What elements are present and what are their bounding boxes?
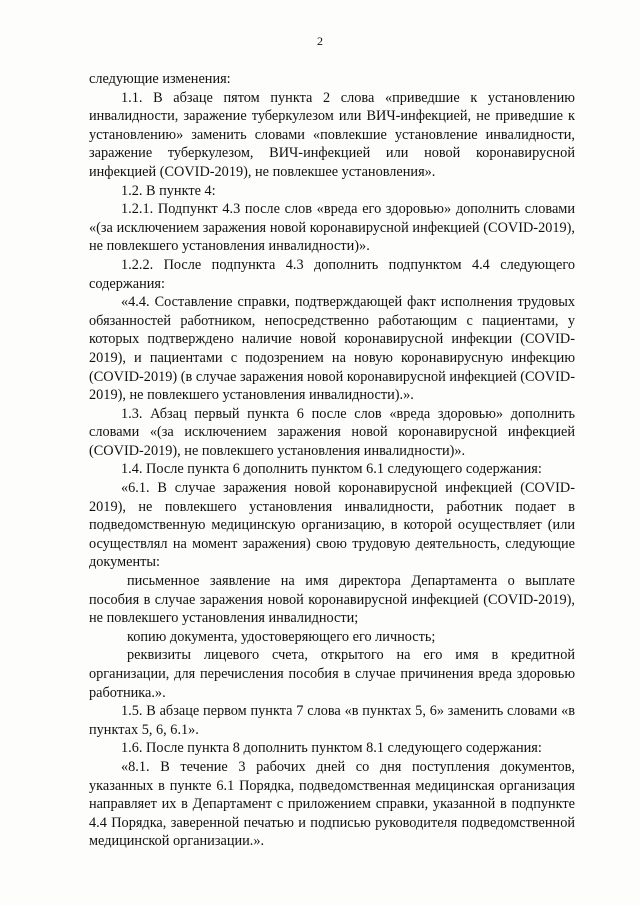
paragraph-8-1: «8.1. В течение 3 рабочих дней со дня поступления документов, указанных в пункте 6.1 Порядка, подведомственная медицинская организация направляет их в Департамент с приложением справки, указанной в подпункте 4.4 Порядка, заверенной печатью и подписью руководителя подведомственной медицинской организации.».	[89, 758, 575, 850]
paragraph-1-2-2: 1.2.2. После подпункта 4.3 дополнить подпунктом 4.4 следующего содержания:	[89, 256, 575, 292]
paragraph-id-copy: копию документа, удостоверяющего его личность;	[127, 628, 436, 645]
paragraph-1-2: 1.2. В пункте 4:	[121, 182, 216, 199]
paragraph-1-2-1: 1.2.1. Подпункт 4.3 после слов «вреда его здоровью» дополнить словами «(за исключением заражения новой коронавирусной инфекцией (COVID-2019), не повлекшего установления инвалидности)».	[89, 201, 575, 255]
paragraph-4-4: «4.4. Составление справки, подтверждающей факт исполнения трудовых обязанностей работником, непосредственно работающим с пациентами, у которых подтверждено наличие новой коронавирусной инфекции (COVID-2019), и пациентами с подозрением на новую коронавирусную инфекцию (COVID-2019) (в случае заражения новой коронавирусной инфекцией (COVID-2019), не повлекшего установления инвалидности).».	[89, 294, 575, 404]
paragraph-1-6: 1.6. После пункта 8 дополнить пунктом 8.1 следующего содержания:	[121, 740, 542, 757]
document-body	[89, 70, 575, 851]
page-number: 2	[317, 34, 323, 48]
paragraph-1-1: 1.1. В абзаце пятом пункта 2 слова «приведшие к установлению инвалидности, заражение туберкулезом или ВИЧ-инфекцией, не приведшие к установлению» заменить словами «повлекшие установление инвалидности, заражение туберкулезом, ВИЧ-инфекцией или новой коронавирусной инфекцией (COVID-2019), не повлекшее установления».	[89, 89, 575, 180]
paragraph-1-4: 1.4. После пункта 6 дополнить пунктом 6.1 следующего содержания:	[121, 461, 542, 478]
paragraph-1-3: 1.3. Абзац первый пункта 6 после слов «вреда здоровью» дополнить словами «(за исключением заражения новой коронавирусной инфекцией (COVID-2019), не повлекшего установления инвалидности)».	[89, 405, 575, 459]
paragraph-1-5: 1.5. В абзаце первом пункта 7 слова «в пунктах 5, 6» заменить словами «в пунктах 5, 6, 6.1».	[89, 703, 575, 738]
paragraph-bank-details: реквизиты лицевого счета, открытого на его имя в кредитной организации, для перечисления пособия в случае причинения вреда здоровью работника.».	[89, 647, 575, 701]
paragraph-intro: следующие изменения:	[89, 71, 231, 87]
paragraph-application: письменное заявление на имя директора Департамента о выплате пособия в случае заражения новой коронавирусной инфекцией (COVID-2019), не повлекшего установления инвалидности;	[89, 573, 575, 627]
paragraph-6-1: «6.1. В случае заражения новой коронавирусной инфекцией (COVID-2019), не повлекшего установления инвалидности, работник подает в подведомственную медицинскую организацию, в которой осуществляет (или осуществлял на момент заражения) свою трудовую деятельность, следующие документы:	[89, 480, 575, 571]
